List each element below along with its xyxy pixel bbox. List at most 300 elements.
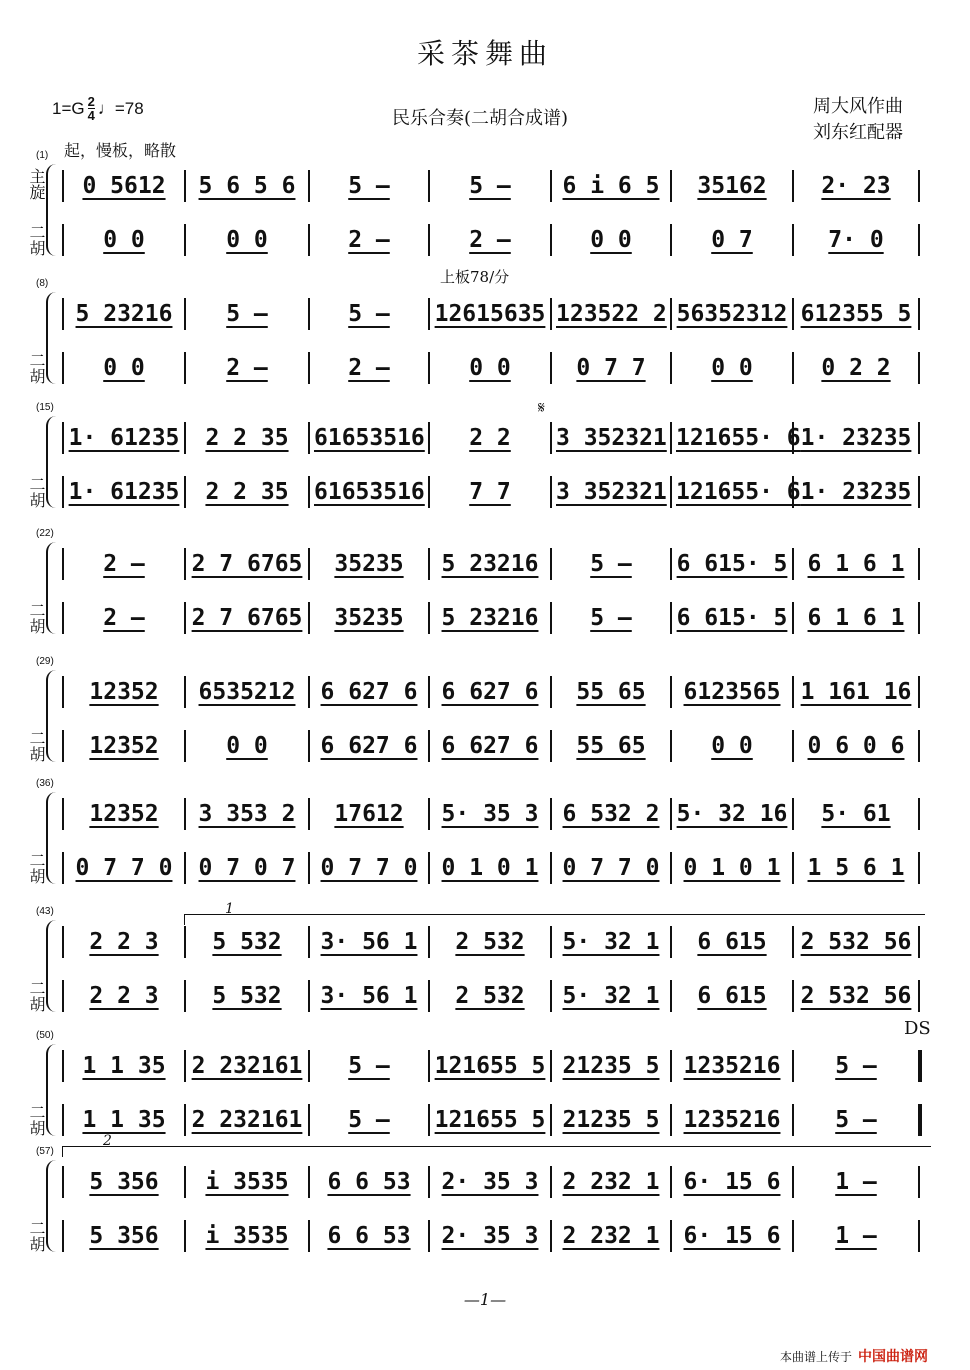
measure-notes: 121655· 6 (676, 479, 801, 505)
measure (314, 220, 424, 260)
measure-notes: 6 627 6 (441, 733, 539, 759)
measure-notes: 5 356 (89, 1169, 159, 1195)
bottom-part-row (62, 598, 918, 638)
measure-notes: 2 532 56 (800, 929, 912, 955)
measure-notes: 6· 15 6 (683, 1169, 781, 1195)
bar-line (792, 1166, 794, 1198)
measure (190, 794, 304, 834)
bar-line (670, 852, 672, 884)
measure-notes: 5 – (226, 301, 268, 327)
measure (676, 294, 788, 334)
page-number: —1— (463, 1290, 507, 1309)
bar-line (918, 476, 920, 508)
measure (556, 220, 666, 260)
segno-sign: 𝄋 (538, 398, 545, 417)
measure (190, 220, 304, 260)
measure-notes: 2 – (103, 551, 145, 577)
bar-line (670, 170, 672, 202)
measure-notes: 5 356 (89, 1223, 159, 1249)
measure (190, 166, 304, 206)
measure-notes: 1· 61235 (68, 425, 180, 451)
measure (556, 294, 666, 334)
measure-notes: 5 23216 (441, 551, 539, 577)
key-text: 1=G (52, 98, 85, 118)
bar-line (550, 926, 552, 958)
bar-line (184, 352, 186, 384)
measure (314, 794, 424, 834)
bar-line (918, 980, 920, 1012)
measure-notes: 5 – (348, 301, 390, 327)
measure (68, 348, 180, 388)
measure-notes: 0 5612 (82, 173, 166, 199)
bar-line (308, 852, 310, 884)
measure-notes: 5 – (590, 605, 632, 631)
measure (68, 166, 180, 206)
bottom-part-row (62, 220, 918, 260)
footer-site: 中国曲谱网 (858, 1348, 929, 1364)
measure (190, 1216, 304, 1256)
measure-notes: 7· 0 (828, 227, 884, 253)
bar-line (670, 476, 672, 508)
measure-notes: 5 – (590, 551, 632, 577)
measure (798, 672, 914, 712)
measure-notes: 6· 15 6 (683, 1223, 781, 1249)
measure (676, 418, 801, 458)
volta-2-number: 2 (103, 1133, 112, 1149)
volta-1-number: 1 (225, 901, 234, 917)
measure-notes: 0 7 7 0 (562, 855, 660, 881)
measure (68, 976, 180, 1016)
measure-notes: 6123565 (683, 679, 781, 705)
measure (556, 418, 666, 458)
measure (434, 726, 546, 766)
measure (190, 418, 304, 458)
measure-notes: 0 1 0 1 (683, 855, 781, 881)
measure (314, 166, 424, 206)
measure-notes: 612355 5 (800, 301, 912, 327)
bar-line (792, 224, 794, 256)
measure-notes: 3 353 2 (198, 801, 296, 827)
measure (676, 348, 788, 388)
bar-line (184, 170, 186, 202)
system-brace (46, 792, 58, 884)
system-brace (46, 164, 58, 256)
bar-line (308, 352, 310, 384)
part-label: 二胡 (27, 476, 46, 508)
volta-2 (62, 1133, 931, 1157)
measure-notes: 12352 (89, 801, 159, 827)
bar-line (184, 298, 186, 330)
bar-line (918, 602, 920, 634)
system-number: (50) (36, 1030, 54, 1041)
system-brace (46, 920, 58, 1012)
measure (68, 1162, 180, 1202)
measure-notes: 5 – (835, 1107, 877, 1133)
key-signature (52, 95, 144, 122)
volta-1 (184, 901, 925, 925)
measure-notes: 5 6 5 6 (198, 173, 296, 199)
composer: 周大风作曲 (813, 96, 903, 117)
measure (190, 922, 304, 962)
measure (190, 598, 304, 638)
measure-notes: 1235216 (683, 1053, 781, 1079)
measure-notes: 2 7 6765 (191, 551, 303, 577)
bar-line (308, 1166, 310, 1198)
system-number: (15) (36, 402, 54, 413)
measure-notes: 1 5 6 1 (807, 855, 905, 881)
bar-line (670, 980, 672, 1012)
measure (556, 166, 666, 206)
measure (556, 472, 666, 512)
bar-line (550, 1220, 552, 1252)
tempo-marking: ♩=78 (97, 98, 144, 118)
system-number: (43) (36, 906, 54, 917)
bar-line (918, 1166, 920, 1198)
credits (813, 94, 903, 146)
measure (68, 598, 180, 638)
bar-line (918, 352, 920, 384)
bar-line (428, 1166, 430, 1198)
measure-notes: 2 2 35 (205, 425, 289, 451)
measure (434, 1216, 546, 1256)
measure (434, 544, 546, 584)
top-part-row (62, 922, 918, 962)
bar-line (792, 798, 794, 830)
bar-line (428, 224, 430, 256)
system-number: (57) (36, 1146, 54, 1157)
measure (676, 472, 801, 512)
measure-notes: 2 – (348, 227, 390, 253)
bar-line (550, 1050, 552, 1082)
measure (190, 472, 304, 512)
bar-line (62, 602, 64, 634)
bar-line (428, 730, 430, 762)
system-number: (22) (36, 528, 54, 539)
measure-notes: 2 532 56 (800, 983, 912, 1009)
measure-notes: 0 0 (469, 355, 511, 381)
part-label: 二胡 (27, 980, 46, 1012)
measure-notes: 0 0 (711, 355, 753, 381)
measure (314, 472, 424, 512)
bar-line (550, 352, 552, 384)
measure-notes: 1· 23235 (800, 479, 912, 505)
bar-line (918, 298, 920, 330)
measure-notes: 0 0 (103, 227, 145, 253)
bar-line (184, 1050, 186, 1082)
bar-line (670, 1166, 672, 1198)
measure-notes: 2 2 (469, 425, 511, 451)
bar-line (918, 1220, 920, 1252)
top-part-row (62, 1046, 918, 1086)
bar-line (308, 798, 310, 830)
bar-line (670, 224, 672, 256)
bar-line (184, 676, 186, 708)
measure-notes: 0 7 (711, 227, 753, 253)
bar-line (184, 1104, 186, 1136)
bar-line (308, 1050, 310, 1082)
bar-line (428, 548, 430, 580)
measure (190, 976, 304, 1016)
measure (676, 672, 788, 712)
system-number: (36) (36, 778, 54, 789)
top-part-row (62, 1162, 918, 1202)
measure-notes: 7 7 (469, 479, 511, 505)
measure-notes: 2 2 3 (89, 983, 159, 1009)
measure-notes: 6 6 53 (327, 1223, 411, 1249)
measure (314, 1100, 424, 1140)
measure (798, 418, 914, 458)
bar-line (550, 476, 552, 508)
measure-notes: 0 1 0 1 (441, 855, 539, 881)
measure (190, 848, 304, 888)
bar-line (308, 476, 310, 508)
measure-notes: 0 0 (226, 227, 268, 253)
bar-line (62, 224, 64, 256)
measure (68, 726, 180, 766)
bar-line (184, 548, 186, 580)
bar-line (550, 170, 552, 202)
measure-notes: 55 65 (576, 679, 646, 705)
bar-line (308, 730, 310, 762)
bar-line (428, 980, 430, 1012)
measure (190, 1100, 304, 1140)
bar-line (62, 730, 64, 762)
system-number: (8) (36, 278, 49, 289)
bar-line (918, 224, 920, 256)
bar-line (550, 980, 552, 1012)
bar-line (62, 1166, 64, 1198)
bar-line (918, 852, 920, 884)
measure (676, 848, 788, 888)
score-subtitle: 民乐合奏(二胡合成谱) (392, 108, 569, 129)
bar-line (428, 298, 430, 330)
measure (434, 220, 546, 260)
bar-line (184, 980, 186, 1012)
arranger: 刘东红配器 (813, 122, 903, 143)
bar-line (62, 926, 64, 958)
bar-line (792, 852, 794, 884)
bar-line (550, 1166, 552, 1198)
bar-line (670, 1104, 672, 1136)
measure-notes: 2 7 6765 (191, 605, 303, 631)
measure (314, 418, 424, 458)
bar-line (670, 798, 672, 830)
measure (434, 976, 546, 1016)
measure-notes: 6 615 (697, 983, 767, 1009)
part-label: 二胡 (27, 852, 46, 884)
measure (676, 166, 788, 206)
measure (676, 598, 788, 638)
section-note: 上板78/分 (440, 268, 510, 286)
bar-line (62, 476, 64, 508)
measure-notes: 5· 32 16 (676, 801, 788, 827)
measure-notes: 35235 (334, 605, 404, 631)
measure (556, 1046, 666, 1086)
bar-line (308, 224, 310, 256)
system (0, 278, 970, 388)
bar-line (184, 798, 186, 830)
bar-line (308, 422, 310, 454)
bar-line (918, 1050, 922, 1082)
measure-notes: 35162 (697, 173, 767, 199)
measure-notes: 3· 56 1 (320, 929, 418, 955)
measure-notes: 1 1 35 (82, 1053, 166, 1079)
measure-notes: 2 – (469, 227, 511, 253)
bar-line (184, 476, 186, 508)
bar-line (792, 676, 794, 708)
measure (190, 672, 304, 712)
measure-notes: 6 1 6 1 (807, 605, 905, 631)
bar-line (792, 170, 794, 202)
measure-notes: 2 – (103, 605, 145, 631)
bar-line (670, 298, 672, 330)
measure-notes: 5 – (348, 1053, 390, 1079)
measure-notes: 2 232161 (191, 1107, 303, 1133)
bar-line (550, 676, 552, 708)
measure (798, 598, 914, 638)
measure (314, 672, 424, 712)
measure-notes: 6535212 (198, 679, 296, 705)
bar-line (550, 224, 552, 256)
measure (798, 472, 914, 512)
measure-notes: 6 615· 5 (676, 605, 788, 631)
part-label: 主旋 (27, 168, 46, 200)
bottom-part-row (62, 726, 918, 766)
measure-notes: 0 0 (103, 355, 145, 381)
measure-notes: 1 – (835, 1169, 877, 1195)
bottom-part-row (62, 348, 918, 388)
measure-notes: 6 1 6 1 (807, 551, 905, 577)
bar-line (918, 798, 920, 830)
measure (556, 348, 666, 388)
system-brace (46, 416, 58, 508)
bar-line (550, 798, 552, 830)
bar-line (62, 548, 64, 580)
measure-notes: 6 627 6 (320, 679, 418, 705)
bar-line (184, 730, 186, 762)
time-num: 2 (87, 94, 95, 109)
bar-line (670, 1050, 672, 1082)
bar-line (918, 730, 920, 762)
measure (556, 1162, 666, 1202)
measure (434, 1046, 546, 1086)
measure (190, 1162, 304, 1202)
measure-notes: 0 7 0 7 (198, 855, 296, 881)
bar-line (670, 548, 672, 580)
measure (556, 726, 666, 766)
measure-notes: 2· 35 3 (441, 1169, 539, 1195)
measure-notes: 12615635 (434, 301, 546, 327)
system (0, 402, 970, 512)
measure-notes: 6 615· 5 (676, 551, 788, 577)
measure-notes: 0 7 7 (576, 355, 646, 381)
measure-notes: 6 i 6 5 (562, 173, 660, 199)
bottom-part-row (62, 1100, 918, 1140)
measure-notes: 2 2 35 (205, 479, 289, 505)
bar-line (918, 1104, 922, 1136)
measure-notes: 2 2 3 (89, 929, 159, 955)
measure-notes: 3 352321 (556, 479, 667, 505)
bar-line (792, 602, 794, 634)
part-label: 二胡 (27, 602, 46, 634)
system (0, 1030, 970, 1140)
measure-notes: 6 627 6 (320, 733, 418, 759)
footer-text: 本曲谱上传于 (780, 1349, 853, 1364)
bar-line (670, 602, 672, 634)
measure-notes: 6 615 (697, 929, 767, 955)
measure-notes: 0 6 0 6 (807, 733, 905, 759)
measure-notes: 5 532 (212, 983, 282, 1009)
measure (556, 1216, 666, 1256)
measure-notes: 55 65 (576, 733, 646, 759)
bar-line (792, 352, 794, 384)
part-label: 二胡 (27, 352, 46, 384)
bar-line (428, 926, 430, 958)
bar-line (308, 980, 310, 1012)
bar-line (550, 422, 552, 454)
top-part-row (62, 544, 918, 584)
measure-notes: 21235 5 (562, 1107, 660, 1133)
measure (68, 544, 180, 584)
measure-notes: 121655 5 (434, 1053, 546, 1079)
bottom-part-row (62, 1216, 918, 1256)
bar-line (670, 926, 672, 958)
bar-line (428, 676, 430, 708)
bar-line (550, 548, 552, 580)
system-number: (1) (36, 150, 49, 161)
measure-notes: 12352 (89, 733, 159, 759)
measure-notes: 1· 61235 (68, 479, 180, 505)
measure (434, 472, 546, 512)
bar-line (550, 1104, 552, 1136)
bottom-part-row (62, 848, 918, 888)
measure (68, 672, 180, 712)
bottom-part-row (62, 472, 918, 512)
measure (798, 220, 914, 260)
measure-notes: 5 23216 (75, 301, 173, 327)
bar-line (428, 352, 430, 384)
measure (798, 1100, 914, 1140)
measure-notes: 2· 35 3 (441, 1223, 539, 1249)
bar-line (62, 422, 64, 454)
bar-line (792, 1220, 794, 1252)
part-label: 二胡 (27, 1220, 46, 1252)
system-number: (29) (36, 656, 54, 667)
measure-notes: 0 0 (711, 733, 753, 759)
measure-notes: 6 532 2 (562, 801, 660, 827)
measure-notes: 3 352321 (556, 425, 667, 451)
bar-line (670, 422, 672, 454)
bar-line (308, 602, 310, 634)
measure (314, 726, 424, 766)
system (0, 656, 970, 766)
bar-line (62, 676, 64, 708)
ds-mark: DS (904, 1018, 931, 1039)
measure-notes: 2 232161 (191, 1053, 303, 1079)
measure (676, 726, 788, 766)
bar-line (184, 852, 186, 884)
measure (556, 922, 666, 962)
bar-line (792, 548, 794, 580)
measure-notes: 5 23216 (441, 605, 539, 631)
bar-line (62, 980, 64, 1012)
measure (676, 1216, 788, 1256)
measure (68, 794, 180, 834)
measure (314, 976, 424, 1016)
measure-notes: 5· 35 3 (441, 801, 539, 827)
measure (798, 1216, 914, 1256)
bar-line (62, 170, 64, 202)
